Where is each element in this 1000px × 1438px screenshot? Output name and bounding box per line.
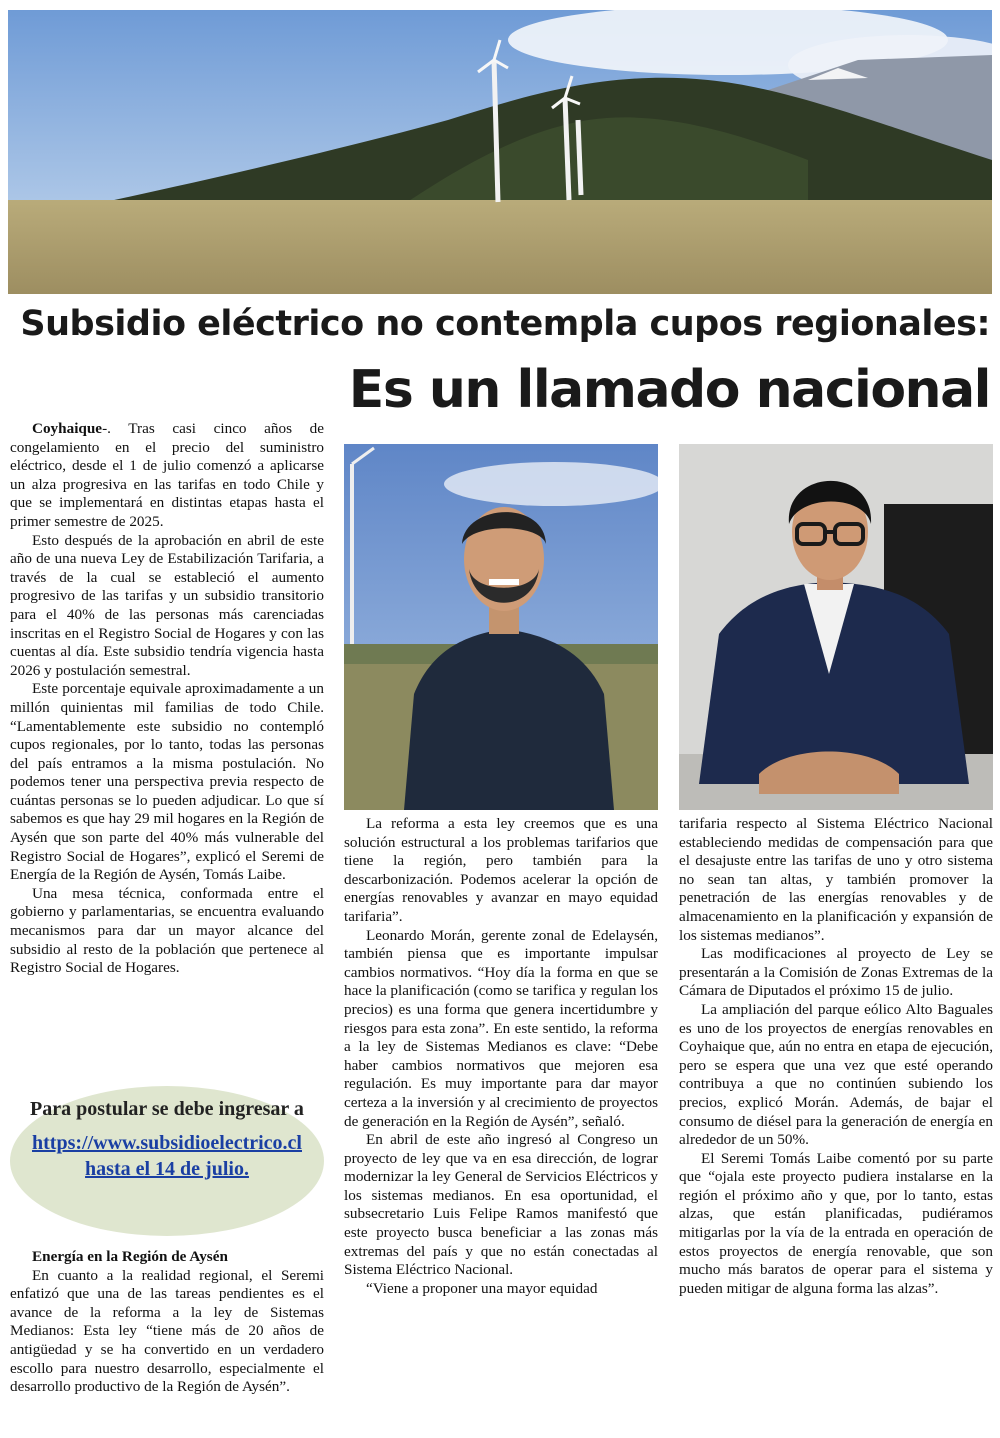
article-column-1-lower [10,1248,324,1397]
headline-line1: Subsidio eléctrico no contempla cupos regionales: [20,304,990,344]
subheading: Energía en la Región de Aysén [32,1248,228,1265]
article-column-1 [10,420,324,978]
paragraph: La reforma a esta ley creemos que es una solución estructural a los problemas tarifarios que tiene la región, pero también para la descarbonización. Podemos acelerar la opción de energías renovables y avanzar en mayo equidad tarifaria”. [344,815,658,925]
subsidy-callout [10,1086,324,1236]
paragraph: Las modificaciones al proyecto de Ley se presentarán a la Comisión de Zonas Extremas de la Cámara de Diputados el próximo 15 de julio. [679,945,993,1000]
paragraph: Leonardo Morán, gerente zonal de Edelaysén, también piensa que es importante impulsar cambios normativos. “Hoy día la forma en que se hace la planificación (como se tarifica y regulan los precios) es una forma que genera incertidumbre y riesgos para esta zona”. En este sentido, la reforma a la ley de Sistemas Medianos es clave: “Debe haber cambios normativos que mejoren esa regulación. Es muy importante para dar mayor certeza a la inversión y al crecimiento de proyectos de generación en la Región de Aysén”, señaló. [344,926,658,1130]
paragraph: En abril de este año ingresó al Congreso un proyecto de ley que va en esa dirección, de lograr modernizar la ley General de Servicios Eléctricos y los sistemas medianos. En esa oportunidad, el subsecretario Luis Felipe Ramos manifestó que este proyecto busca beneficiar a las zonas más extremas del país y que no están conectadas al Sistema Eléctrico Nacional. [344,1131,658,1279]
paragraph: tarifaria respecto al Sistema Eléctrico Nacional estableciendo medidas de compensación para que el desajuste entre las tarifas de uno y otro sistema no sean tan altas, y también promover la penetración de las energías renovables y de almacenamiento en la planificación y expansión de los sistemas medianos”. [679,815,993,944]
dateline: Coyhaique [32,420,103,437]
subsidy-link[interactable]: https://www.subsidioelectrico.cl hasta el 14 de julio. [32,1132,302,1180]
paragraph: La ampliación del parque eólico Alto Baguales es uno de los proyectos de energías renovables en Coyhaique que, aún no entra en etapa de ejecución, pero se espera que una vez que esté operando contribuya a que no continúen subiendo los precios, explicó Morán. Además, de bajar el consumo de diésel para la generación de energía en alrededor de un 50%. [679,1000,993,1149]
callout-text: Para postular se debe ingresar a [30,1098,304,1120]
portrait-photo-outdoor [344,444,658,810]
paragraph: Una mesa técnica, conformada entre el gobierno y parlamentarias, se encuentra evaluando mecanismos para dar un mayor alcance del subsidio al resto de la población que pertenece al Registro Social de Hogares. [10,884,324,977]
paragraph: El Seremi Tomás Laibe comentó por su parte que “ojala este proyecto pudiera instalarse en la región el próximo año y que, por lo tanto, estas alzas, que están planificadas, pudiéramos mitigarlas por la vía de la entrada en operación de estos proyectos de energía renovable, que son mucho más baratos de operar para el sistema y pueden mitigar de alguna forma las alzas”. [679,1149,993,1297]
article-column-3 [679,815,993,1298]
paragraph: Coyhaique-. Tras casi cinco años de congelamiento en el precio del suministro eléctrico, desde el 1 de julio comenzó a aplicarse un alza progresiva en las tarifas en todo Chile y que se implementará en distintas etapas hasta el primer semestre de 2025. [10,420,324,530]
article-column-2 [344,815,658,1298]
paragraph: “Viene a proponer una mayor equidad [366,1279,598,1297]
paragraph: Este porcentaje equivale aproximadamente a un millón quinientas mil familias de todo Chile. “Lamentablemente este subsidio no contempló cupos regionales, por lo tanto, todas las personas del país entramos a la misma postulación. No podemos tener una perspectiva previa respecto de cuántas personas se lo pueden adjudicar. Lo que sí sabemos es que hay 29 mil hogares en la Región de Aysén que son parte del 40% más vulnerable del Registro Social de Hogares”, explicó el Seremi de Energía de la Región de Aysén, Tomás Laibe. [10,680,324,884]
paragraph: Esto después de la aprobación en abril de este año de una nueva Ley de Estabilización Tarifaria, a través de la cual se estableció el aumento progresivo de las tarifas y un subsidio transitorio para el 40% de las personas más carenciadas inscritas en el Registro Social de Hogares y con las cuentas al día. Este subsidio tendría vigencia hasta 2026 y postulación semestral. [10,531,324,679]
wind-farm-photo [8,10,992,294]
portrait-photo-office [679,444,993,810]
headline-line2: Es un llamado nacional [348,360,990,420]
paragraph: En cuanto a la realidad regional, el Seremi enfatizó que una de las tareas pendientes es el avance de la reforma a la ley de Sistemas Medianos: Esta ley “tiene más de 20 años de antigüedad y se ha convertido en un verdadero escollo para nuestro desarrollo, especialmente el desarrollo productivo de la Región de Aysén”. [10,1266,324,1396]
